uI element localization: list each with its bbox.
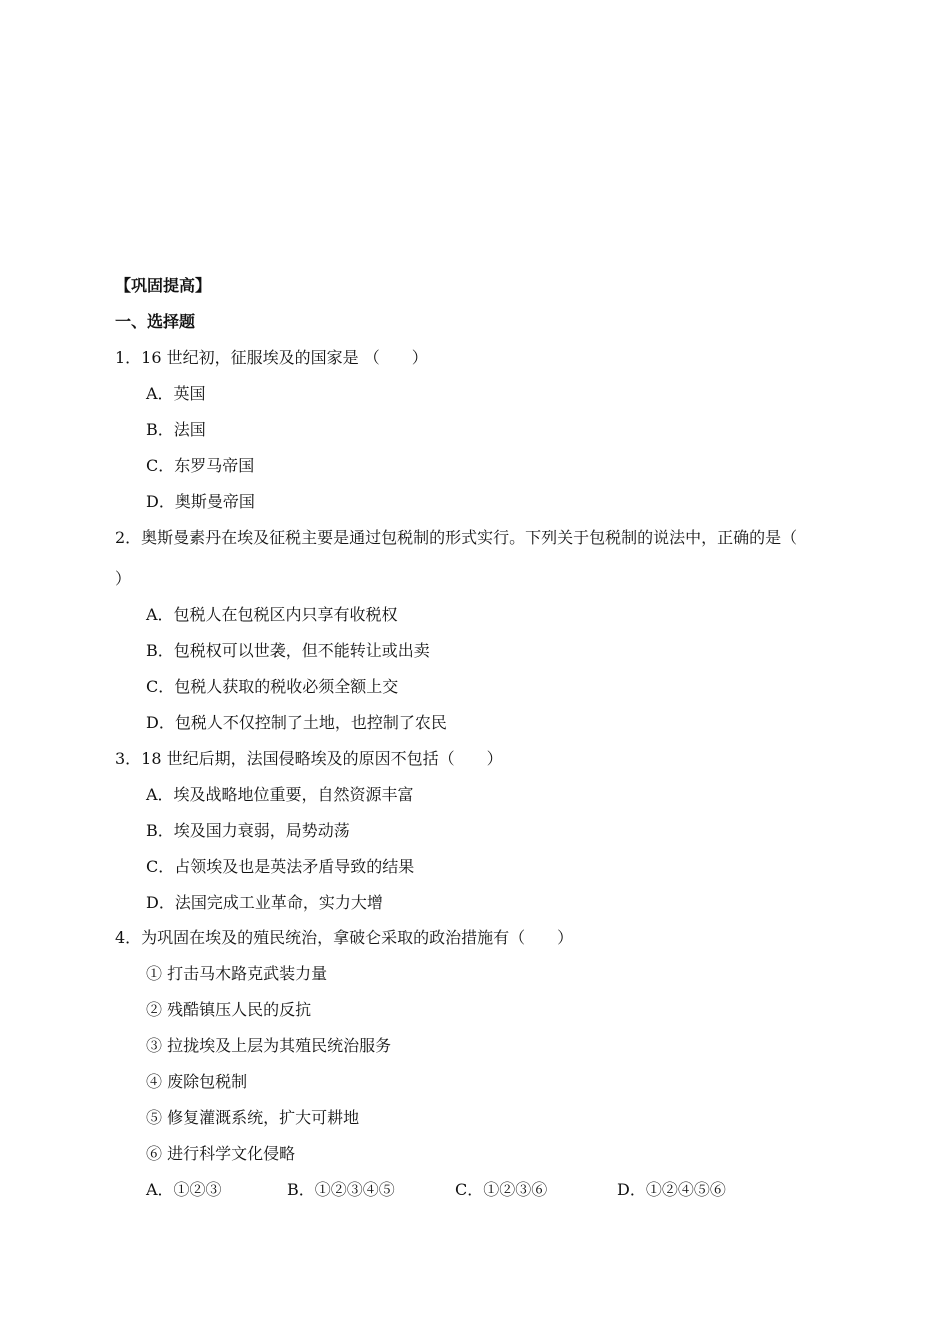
question-4-item-1: ① 打击马木路克武装力量 [146, 964, 328, 983]
question-3-option-b: B．埃及国力衰弱，局势动荡 [146, 821, 350, 840]
question-2-option-c: C．包税人获取的税收必须全额上交 [146, 677, 399, 696]
question-4-option-a: A．①②③ [146, 1180, 222, 1199]
question-4-item-4: ④ 废除包税制 [146, 1072, 248, 1091]
question-4-item-2: ② 残酷镇压人民的反抗 [146, 1000, 312, 1019]
question-4-option-b: B．①②③④⑤ [287, 1180, 395, 1199]
question-1-option-a: A．英国 [146, 384, 206, 403]
question-3-option-c: C．占领埃及也是英法矛盾导致的结果 [146, 857, 415, 876]
question-3-option-a: A．埃及战略地位重要，自然资源丰富 [146, 785, 414, 804]
question-4-option-d: D．①②④⑤⑥ [617, 1180, 726, 1199]
question-1-stem: 1．16 世纪初，征服埃及的国家是 （ ） [115, 348, 428, 367]
question-4-options-row [146, 1180, 786, 1200]
question-3-stem: 3．18 世纪后期，法国侵略埃及的原因不包括（ ） [115, 749, 503, 768]
question-3-option-d: D．法国完成工业革命，实力大增 [146, 893, 383, 912]
question-1-option-c: C．东罗马帝国 [146, 456, 255, 475]
question-4-stem: 4．为巩固在埃及的殖民统治，拿破仑采取的政治措施有（ ） [115, 928, 574, 947]
question-1-option-d: D．奥斯曼帝国 [146, 492, 255, 511]
subsection-title: 一、选择题 [115, 312, 196, 331]
question-4-item-5: ⑤ 修复灌溉系统，扩大可耕地 [146, 1108, 360, 1127]
question-2-option-a: A．包税人在包税区内只享有收税权 [146, 605, 398, 624]
question-2-option-b: B．包税权可以世袭，但不能转让或出卖 [146, 641, 430, 660]
question-2-option-d: D．包税人不仅控制了土地，也控制了农民 [146, 713, 447, 732]
question-1-option-b: B．法国 [146, 420, 206, 439]
question-4-option-c: C．①②③⑥ [455, 1180, 548, 1199]
section-title: 【巩固提高】 [115, 276, 212, 295]
question-2-stem-continuation: ） [115, 569, 132, 588]
question-4-item-3: ③ 拉拢埃及上层为其殖民统治服务 [146, 1036, 392, 1055]
question-2-stem: 2．奥斯曼素丹在埃及征税主要是通过包税制的形式实行。下列关于包税制的说法中，正确的是（ [115, 528, 798, 547]
question-4-item-6: ⑥ 进行科学文化侵略 [146, 1144, 296, 1163]
